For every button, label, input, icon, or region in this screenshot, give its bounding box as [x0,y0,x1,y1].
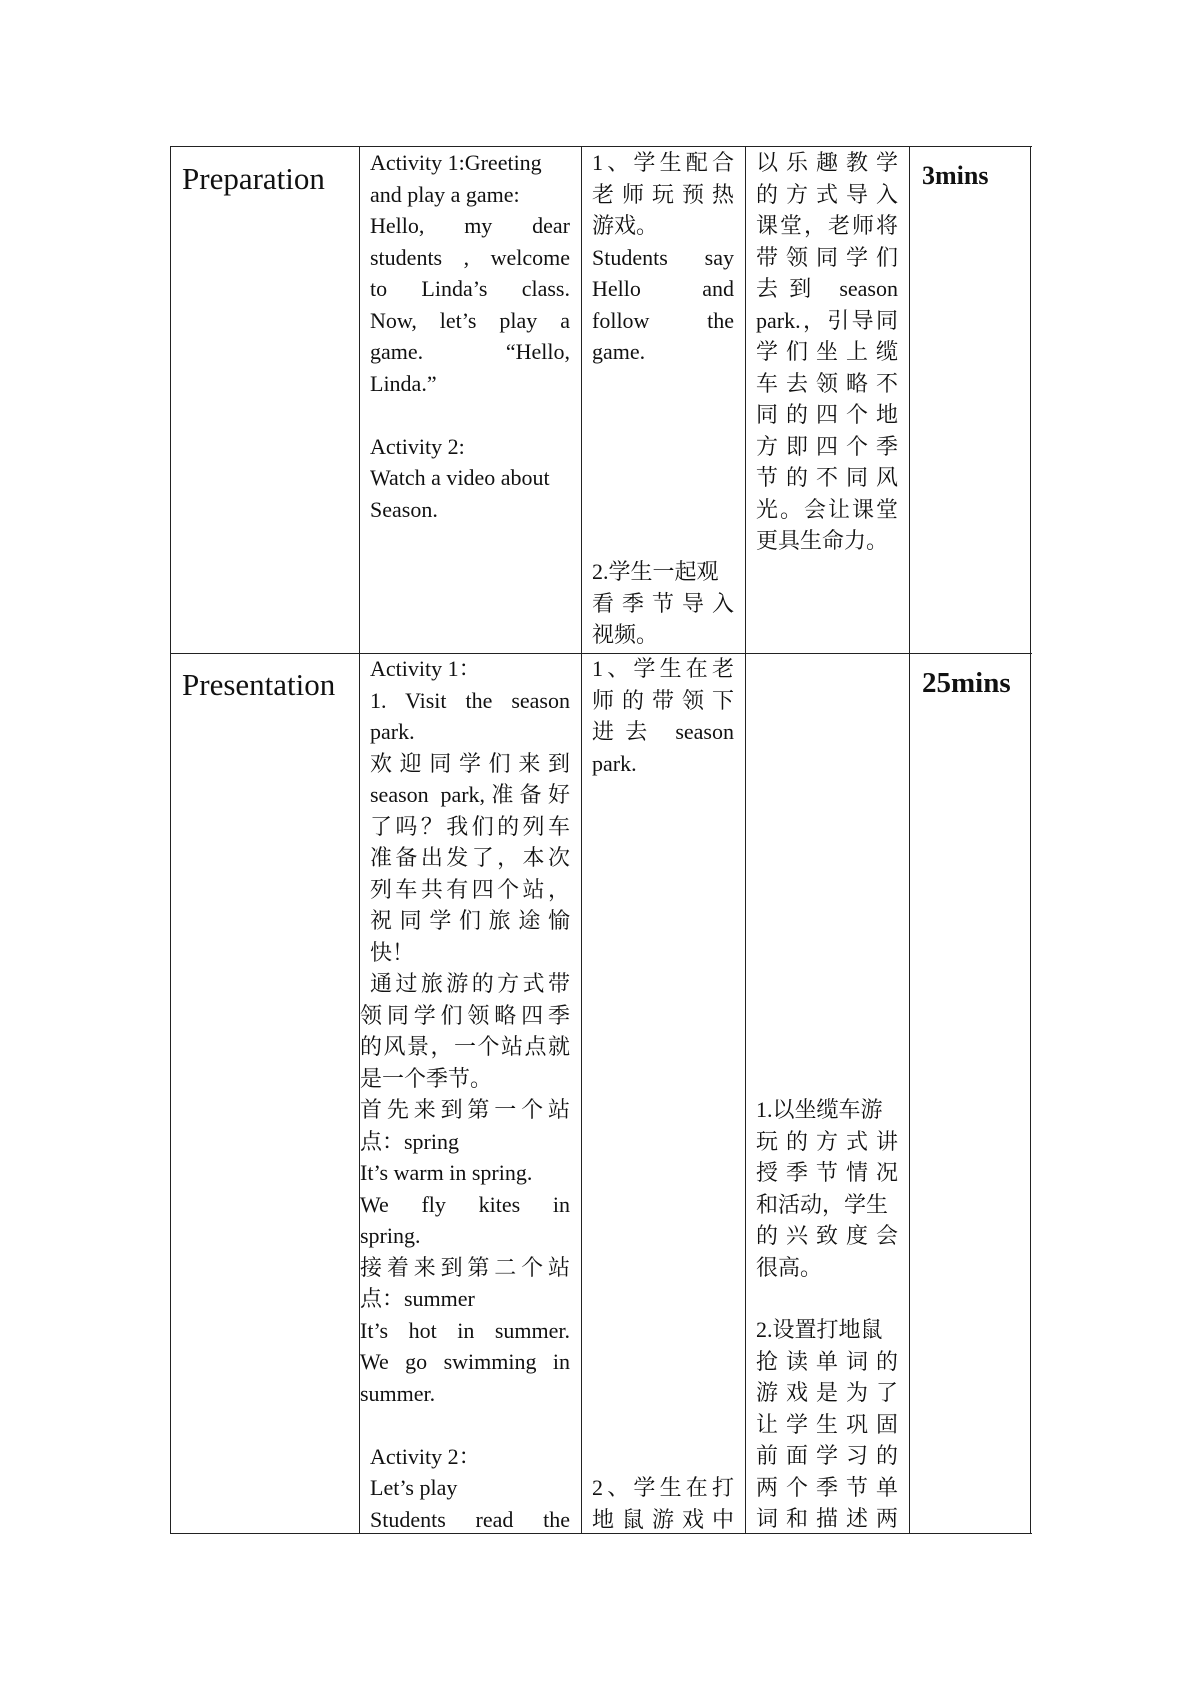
text-line: 更具生命力。 [756,528,889,553]
blank-line [360,1409,570,1441]
text-line: 和活动，学生 [756,1191,889,1217]
stage-label: Preparation [182,161,325,196]
stage-label: Presentation [182,667,336,702]
text-line: Students say [592,244,734,270]
text-line: 1、学生配合 [592,150,734,175]
text-line: 师的带领下 [592,687,734,713]
text-line: 列车共有四个站， [370,876,570,902]
text-line: 带领同学们 [756,244,898,270]
table-border-left [170,147,171,1533]
text-line: It’s warm in spring. [360,1160,533,1185]
text-line: 欢迎同学们来到 [370,750,570,776]
text-line: 地鼠游戏中 [592,1506,734,1532]
text-line: Now, let’s play a [370,307,570,333]
text-line: Season. [370,496,438,522]
text-line: game. “Hello, [370,339,570,364]
text-line: We go swimming in [360,1349,570,1374]
text-line: 1. Visit the season [370,687,570,713]
purpose-cell [756,147,898,557]
text-line: 点：summer [360,1286,475,1311]
text-line: 抢读单词的 [756,1348,898,1374]
text-line: 方即四个季 [756,433,898,459]
column-divider [745,147,746,1533]
text-line: 领同学们领略四季 [360,1002,570,1028]
text-line: 前面学习的 [756,1443,898,1468]
text-line: Hello and [592,276,734,301]
text-line: 点：spring [360,1128,460,1154]
text-line: We fly kites in [360,1191,570,1217]
text-line: park.，引导同 [756,307,898,333]
duration-label: 3mins [922,161,989,190]
text-line: 接着来到第二个站 [360,1254,570,1280]
text-line: 准备出发了，本次 [370,845,570,870]
activity-cell [360,653,570,1535]
text-line: spring. [360,1223,421,1248]
text-line: 课堂，老师将 [756,213,898,238]
text-line: 的风景，一个站点就 [360,1034,570,1059]
text-line: 以乐趣教学 [756,150,898,175]
text-line: Linda.” [370,370,437,396]
text-line: 节的不同风 [756,465,898,490]
text-line: Students read the [370,1506,570,1532]
text-line: Activity 1:Greeting [370,150,542,175]
text-line: 同的四个地 [756,402,898,427]
text-line: Watch a video about [370,465,550,490]
text-line: 光。会让课堂 [756,496,898,522]
student-activity-cell [592,556,734,651]
duration-label: 25mins [922,667,1011,699]
text-line: 了吗？我们的列车 [370,813,570,839]
text-line: 进去 season [592,719,734,744]
column-divider [909,147,910,1533]
text-line: 看季节导入 [592,590,734,616]
purpose-cell [756,1094,898,1283]
text-line: 两个季节单 [756,1474,898,1500]
text-line: game. [592,339,646,364]
text-line: 2.学生一起观 [592,559,719,584]
text-line: 老师玩预热 [592,181,734,207]
text-line: Activity 1： [370,656,481,681]
blank-line [370,399,570,431]
text-line: season park,准备好 [370,782,570,807]
text-line: 快！ [370,939,415,965]
text-line: 很高。 [756,1254,823,1280]
text-line: 视频。 [592,622,659,647]
text-line: 授季节情况 [756,1160,898,1185]
text-line: follow the [592,307,734,333]
text-line: park. [370,719,415,744]
student-activity-cell [592,1472,734,1535]
text-line: 2、学生在打 [592,1475,734,1500]
table-border-right [1030,147,1031,1533]
text-line: 首先来到第一个站 [360,1097,570,1122]
text-line: 玩的方式讲 [756,1128,898,1154]
text-line: 的兴致度会 [756,1223,898,1248]
text-line: 是一个季节。 [360,1065,493,1091]
text-line: 1、学生在老 [592,656,734,681]
text-line: 2.设置打地鼠 [756,1317,883,1342]
text-line: 祝同学们旅途愉 [370,908,570,933]
text-line: 去到 season [756,276,898,301]
text-line: summer. [360,1380,436,1406]
text-line: 游戏是为了 [756,1380,898,1405]
text-line: It’s hot in summer. [360,1317,570,1343]
text-line: and play a game: [370,181,520,207]
text-line: 学们坐上缆 [756,339,898,364]
text-line: 词和描述两 [756,1506,898,1531]
text-line: Activity 2: [370,433,465,459]
text-line: 1.以坐缆车游 [756,1097,883,1122]
text-line: 游戏。 [592,213,659,238]
text-line: 让学生巩固 [756,1411,898,1437]
student-activity-cell [592,653,734,779]
text-line: 的方式导入 [756,181,898,207]
text-line: park. [592,750,637,776]
text-line: to Linda’s class. [370,276,570,301]
text-line: students , welcome [370,244,570,270]
text-line: 通过旅游的方式带 [370,971,570,996]
activity-cell [370,147,570,525]
text-line: Activity 2： [370,1443,481,1469]
text-line: Hello, my dear [370,213,570,238]
text-line: Let’s play [370,1475,458,1500]
purpose-cell [756,1314,898,1535]
lesson-plan-table [170,146,1032,1534]
text-line: 车去领略不 [756,370,898,396]
column-divider [581,147,582,1533]
student-activity-cell [592,147,734,368]
